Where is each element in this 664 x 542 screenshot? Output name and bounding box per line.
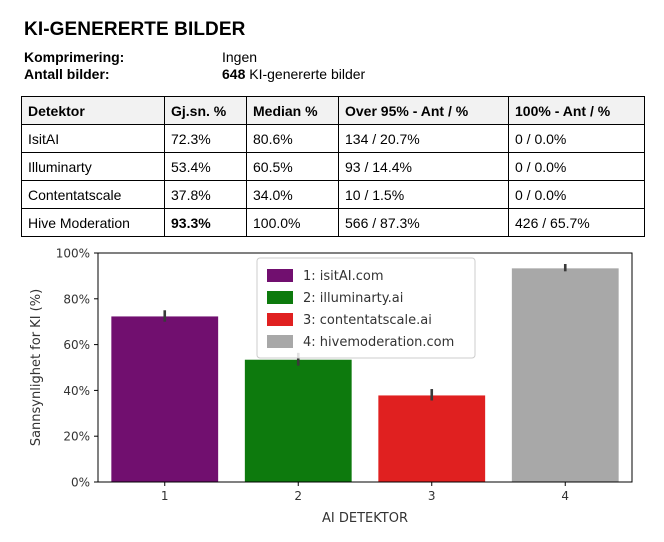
x-tick-label: 2 [294,489,303,503]
cell-over-95: 10 / 1.5% [339,181,509,209]
image-count-row [24,66,365,82]
cell-over-95: 566 / 87.3% [339,209,509,237]
compression-label: Komprimering: [24,49,125,65]
y-axis [56,247,98,490]
header-mean: Gj.sn. % [165,97,247,125]
cell-mean: 37.8% [165,181,247,209]
cell-over-95: 93 / 14.4% [339,153,509,181]
y-tick-label: 20% [63,429,90,444]
image-count-label: Antall bilder: [24,66,110,82]
y-tick-label: 80% [63,292,90,307]
cell-median: 80.6% [247,125,339,153]
cell-median: 60.5% [247,153,339,181]
cell-detector: Illuminarty [22,153,165,181]
x-axis-label: AI DETEKTOR [322,511,408,526]
table-row [22,153,645,181]
legend-label: 3: contentatscale.ai [303,313,432,328]
table-row [22,125,645,153]
cell-100: 0 / 0.0% [509,153,645,181]
bar-4 [512,268,619,482]
cell-detector: Contentatscale [22,181,165,209]
y-tick-label: 60% [63,338,90,353]
header-over-95: Over 95% - Ant / % [339,97,509,125]
cell-over-95: 134 / 20.7% [339,125,509,153]
table-row [22,209,645,237]
legend-swatch [267,269,293,282]
legend-label: 1: isitAI.com [303,269,384,284]
detector-bar-chart [0,240,664,540]
header-median: Median % [247,97,339,125]
bar-1 [111,316,218,482]
image-count-suffix: KI-genererte bilder [245,66,366,82]
cell-100: 426 / 65.7% [509,209,645,237]
chart-legend [257,258,475,358]
y-tick-label: 100% [55,246,90,261]
report-title: KI-GENERERTE BILDER [24,19,246,40]
table-row [22,181,645,209]
header-detector: Detektor [22,97,165,125]
x-axis [161,482,569,503]
legend-swatch [267,313,293,326]
header-100: 100% - Ant / % [509,97,645,125]
x-tick-label: 1 [160,489,169,503]
image-count-value: 648 [222,66,246,82]
cell-mean: 93.3% [165,209,247,237]
x-tick-label: 4 [561,489,570,503]
compression-value: Ingen [222,49,258,65]
compression-row [24,49,257,65]
cell-100: 0 / 0.0% [509,181,645,209]
legend-swatch [267,335,293,348]
cell-100: 0 / 0.0% [509,125,645,153]
detector-stats-table [21,96,645,237]
cell-median: 34.0% [247,181,339,209]
bar-3 [378,395,485,482]
legend-label: 4: hivemoderation.com [303,335,455,350]
legend-label: 2: illuminarty.ai [303,291,404,306]
y-tick-label: 0% [70,475,90,490]
cell-detector: Hive Moderation [22,209,165,237]
y-axis-label: Sannsynlighet for KI (%) [29,288,44,447]
legend-swatch [267,291,293,304]
x-tick-label: 3 [427,489,436,503]
cell-mean: 53.4% [165,153,247,181]
cell-mean: 72.3% [165,125,247,153]
cell-detector: IsitAI [22,125,165,153]
cell-median: 100.0% [247,209,339,237]
bar-2 [245,360,352,482]
table-header-row [22,97,645,125]
y-tick-label: 40% [63,383,90,398]
